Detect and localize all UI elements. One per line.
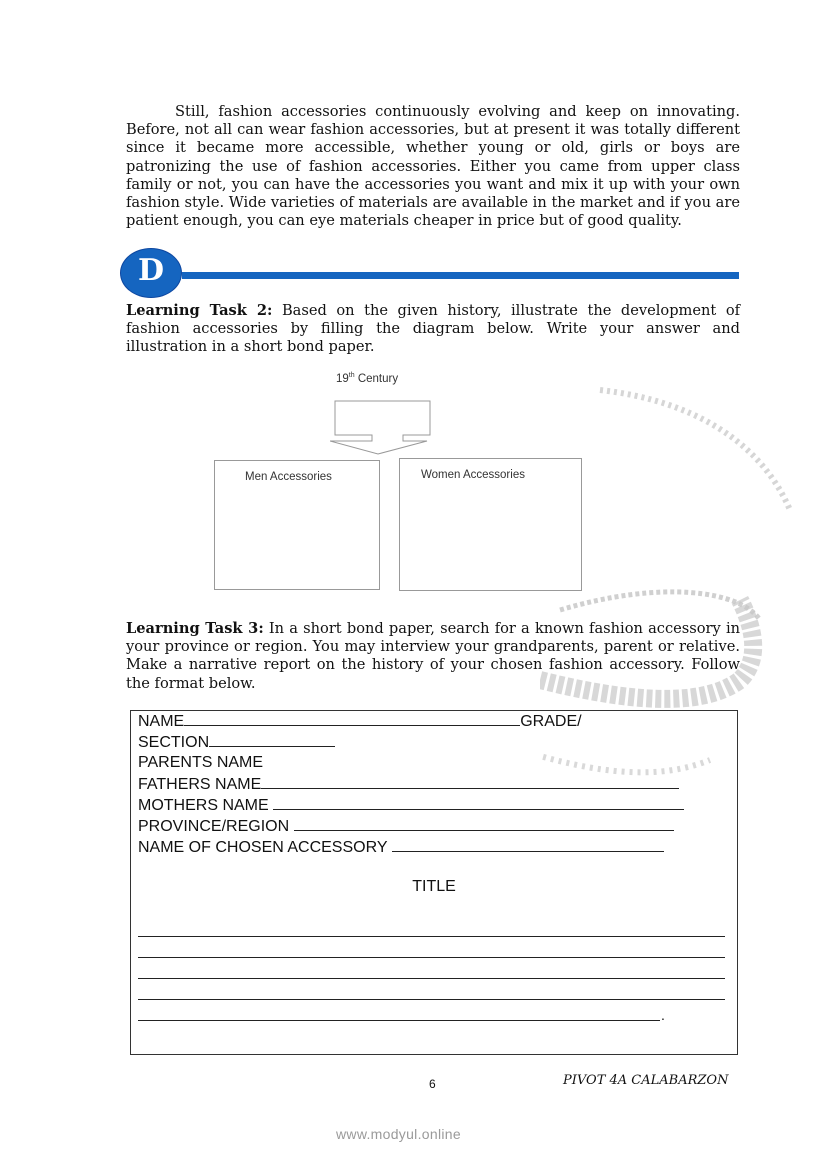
province-row: PROVINCE/REGION	[138, 816, 674, 837]
page-number: 6	[429, 1077, 436, 1091]
task-2-text: Based on the given history, illustrate the development of fashion accessories by filling the diagram below. Write your answer and illustration in a short bond paper.	[126, 302, 741, 356]
fathers-row: FATHERS NAME	[138, 774, 679, 795]
down-arrow-callout-icon	[330, 398, 440, 458]
writing-line	[138, 999, 725, 1000]
section-divider	[182, 272, 739, 279]
name-row: NAME GRADE/	[138, 713, 582, 730]
mothers-blank	[273, 795, 684, 810]
end-mark: .	[661, 1007, 665, 1023]
accessory-blank	[392, 837, 664, 852]
writing-line	[138, 936, 725, 937]
section-row: SECTION	[138, 732, 335, 753]
mothers-row: MOTHERS NAME	[138, 795, 684, 816]
name-blank	[184, 711, 520, 726]
writing-line	[138, 978, 725, 979]
women-accessories-box	[399, 458, 582, 591]
footer-brand: PIVOT 4A CALABARZON	[563, 1073, 729, 1088]
badge-letter: D	[137, 253, 164, 288]
watermark-url: www.modyul.online	[336, 1126, 461, 1142]
task-3-label: Learning Task 3:	[126, 620, 264, 637]
women-accessories-label: Women Accessories	[421, 469, 525, 481]
learning-task-3	[126, 620, 740, 693]
parents-row: PARENTS NAME	[138, 754, 264, 771]
writing-line	[138, 957, 725, 958]
learning-task-2	[126, 302, 740, 357]
diagram-title: 19th Century	[336, 372, 399, 385]
men-accessories-label: Men Accessories	[245, 471, 332, 483]
intro-paragraph: Still, fashion accessories continuously evolving and keep on innovating. Before, not all can wear fashion accessories, but at present it was totally different since it became more accessible, whether young or old, girls or boys are patronizing the use of fashion accessories. Either you came from upper class family or not, you can have the accessories you want and mix it up with your own fashion style. Wide varieties of materials are available in the market and if you are patient enough, you can eye materials cheaper in price but of good quality.	[126, 103, 740, 230]
writing-line	[138, 1020, 660, 1021]
section-d-badge	[121, 249, 183, 294]
report-format-box	[130, 710, 738, 1055]
form-title: TITLE	[412, 878, 456, 895]
men-accessories-box	[214, 460, 380, 590]
accessory-row: NAME OF CHOSEN ACCESSORY	[138, 837, 664, 858]
section-blank	[209, 732, 335, 747]
fathers-blank	[261, 774, 679, 789]
task-3-text: In a short bond paper, search for a known fashion accessory in your province or region. You may interview your grandparents, parent or relative. Make a narrative report on the history of your chosen fashion accessory. Follow the format below.	[126, 620, 741, 692]
province-blank	[294, 816, 674, 831]
task-2-label: Learning Task 2:	[126, 302, 273, 319]
